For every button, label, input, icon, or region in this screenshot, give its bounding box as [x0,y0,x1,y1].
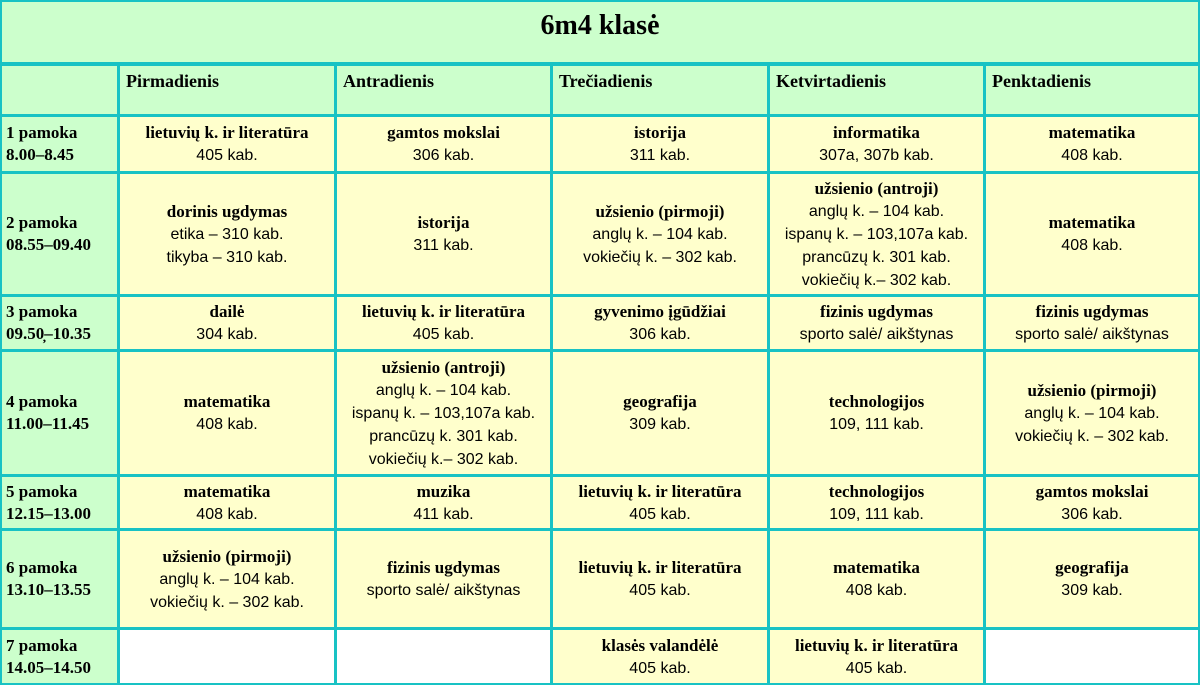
lesson-subject: fizinis ugdymas [1035,302,1149,321]
lesson-cell [553,531,767,627]
lesson-room-line: 405 kab. [629,505,691,523]
lesson-cell [337,531,550,627]
lesson-subject: lietuvių k. ir literatūra [361,302,526,321]
period-name: 4 pamoka [6,392,78,411]
lesson-room-line: 405 kab. [629,659,691,677]
lesson-cell [986,352,1198,474]
lesson-subject: matematika [1048,123,1136,142]
day-header-1: Pirmadienis [120,66,334,114]
lesson-subject: užsienio (antroji) [381,357,506,377]
lesson-subject: užsienio (pirmoji) [595,201,725,221]
lesson-subject: gyvenimo įgūdžiai [594,302,726,321]
timetable-title-bar [2,2,1198,62]
period-name: 5 pamoka [6,481,78,501]
empty-lesson-cell [120,630,334,683]
period-time: 8.00–8.45 [6,145,74,164]
lesson-cell [770,297,983,349]
lesson-subject: gamtos mokslai [387,123,500,142]
lesson-cell [337,477,550,528]
lesson-cell [770,477,983,528]
lesson-cell [770,630,983,683]
lesson-cell [553,174,767,294]
lesson-subject: istorija [634,123,686,142]
lesson-room-line: 311 kab. [629,147,691,164]
lesson-cell [770,174,983,294]
lesson-room-line: anglų k. – 104 kab. [808,202,945,220]
lesson-subject: matematika [183,392,271,411]
period-name: 7 pamoka [6,635,78,655]
lesson-cell [120,352,334,474]
lesson-subject: dorinis ugdymas [166,201,288,221]
lesson-room-line: sporto salė/ aikštynas [799,326,954,343]
empty-lesson-cell [986,630,1198,683]
lesson-subject: technologijos [828,481,925,501]
lesson-cell [553,630,767,683]
lesson-subject: geografija [1055,558,1129,577]
lesson-room-line: 307a, 307b kab. [819,147,934,164]
lesson-subject: fizinis ugdymas [387,558,500,577]
lesson-cell [553,352,767,474]
lesson-room-line: 408 kab. [1061,237,1123,254]
lesson-cell [986,174,1198,294]
day-header-2: Antradienis [337,66,550,114]
period-name: 6 pamoka [6,558,78,577]
lesson-room-line: sporto salė/ aikštynas [366,582,521,599]
lesson-subject: užsienio (pirmoji) [1027,380,1157,400]
period-time: 12.15–13.00 [6,503,91,523]
lesson-room-line: 405 kab. [629,582,691,599]
lesson-room-line: 408 kab. [196,416,258,433]
lesson-subject: klasės valandėlė [601,635,719,655]
lesson-room-line: tikyba – 310 kab. [166,248,288,266]
period-label-3 [2,297,117,349]
lesson-room-line: prancūzų k. 301 kab. [802,248,951,266]
lesson-cell [337,117,550,171]
lesson-room-line: sporto salė/ aikštynas [1015,326,1169,343]
lesson-room-line: vokiečių k.– 302 kab. [801,271,952,289]
period-time: 08.55–09.40 [6,235,91,254]
day-header-5: Penktadienis [986,66,1198,114]
lesson-subject: lietuvių k. ir literatūra [578,558,742,577]
period-time: 14.05–14.50 [6,657,91,677]
lesson-subject: muzika [416,481,471,501]
lesson-cell [120,297,334,349]
corner-header-cell [2,66,117,114]
lesson-subject: matematika [833,558,920,577]
lesson-room-line: ispanų k. – 103,107a kab. [351,404,536,422]
lesson-room-line: 304 kab. [196,326,258,343]
lesson-cell [337,352,550,474]
day-header-4: Ketvirtadienis [770,66,983,114]
lesson-subject: matematika [183,481,271,501]
lesson-cell [120,531,334,627]
lesson-room-line: etika – 310 kab. [170,225,284,243]
lesson-room-line: 306 kab. [629,326,691,343]
lesson-cell [553,297,767,349]
lesson-cell [553,477,767,528]
lesson-room-line: anglų k. – 104 kab. [159,570,295,588]
period-time: 11.00–11.45 [6,414,90,433]
empty-lesson-cell [337,630,550,683]
lesson-room-line: anglų k. – 104 kab. [375,381,512,399]
lesson-room-line: 311 kab. [413,237,474,254]
period-label-1 [2,117,117,171]
lesson-room-line: 405 kab. [412,326,475,343]
lesson-room-line: 405 kab. [845,659,908,677]
period-label-6 [2,531,117,627]
lesson-subject: informatika [833,123,920,142]
lesson-subject: istorija [417,213,470,232]
lesson-room-line: vokiečių k. – 302 kab. [1015,427,1169,445]
lesson-room-line: 408 kab. [845,582,908,599]
period-label-4 [2,352,117,474]
lesson-subject: technologijos [828,392,925,411]
lesson-cell [770,352,983,474]
lesson-room-line: prancūzų k. 301 kab. [369,427,518,445]
period-time: 09.50̦–10.35 [6,324,91,343]
period-label-5 [2,477,117,528]
lesson-cell [337,174,550,294]
lesson-cell [553,117,767,171]
lesson-subject: fizinis ugdymas [820,302,933,321]
lesson-cell [337,297,550,349]
lesson-cell [986,117,1198,171]
lesson-room-line: vokiečių k. – 302 kab. [583,248,737,266]
lesson-room-line: 408 kab. [196,505,258,523]
period-label-2 [2,174,117,294]
lesson-cell [770,531,983,627]
lesson-cell [986,531,1198,627]
lesson-cell [770,117,983,171]
lesson-subject: dailė [209,302,245,321]
lesson-cell [986,477,1198,528]
lesson-room-line: 405 kab. [196,147,258,164]
lesson-room-line: 309 kab. [1061,582,1123,599]
lesson-room-line: ispanų k. – 103,107a kab. [784,225,969,243]
lesson-room-line: 306 kab. [1061,505,1123,523]
period-name: 1 pamoka [6,123,78,142]
lesson-room-line: anglų k. – 104 kab. [592,225,728,243]
period-time: 13.10–13.55 [6,580,91,599]
lesson-subject: geografija [623,392,697,411]
period-name: 2 pamoka [6,213,78,232]
page-title: 6m4 klasė [540,10,660,41]
lesson-room-line: 408 kab. [1061,147,1123,164]
lesson-room-line: anglų k. – 104 kab. [1024,404,1160,422]
lesson-cell [120,117,334,171]
lesson-subject: lietuvių k. ir literatūra [794,635,959,655]
lesson-cell [120,477,334,528]
lesson-room-line: 411 kab. [413,505,474,523]
lesson-subject: užsienio (pirmoji) [162,546,292,566]
lesson-room-line: vokiečių k.– 302 kab. [368,450,519,468]
lesson-room-line: 309 kab. [629,416,691,433]
period-name: 3 pamoka [6,302,78,321]
lesson-cell [986,297,1198,349]
lesson-subject: užsienio (antroji) [814,178,939,198]
lesson-subject: gamtos mokslai [1035,481,1149,501]
lesson-cell [120,174,334,294]
period-label-7 [2,630,117,683]
lesson-room-line: 109, 111 kab. [829,416,924,433]
lesson-room-line: 109, 111 kab. [829,505,924,523]
day-header-3: Trečiadienis [553,66,767,114]
lesson-room-line: 306 kab. [412,147,475,164]
lesson-subject: lietuvių k. ir literatūra [578,481,742,501]
lesson-subject: lietuvių k. ir literatūra [145,123,309,142]
lesson-room-line: vokiečių k. – 302 kab. [150,593,304,611]
lesson-subject: matematika [1048,213,1136,232]
